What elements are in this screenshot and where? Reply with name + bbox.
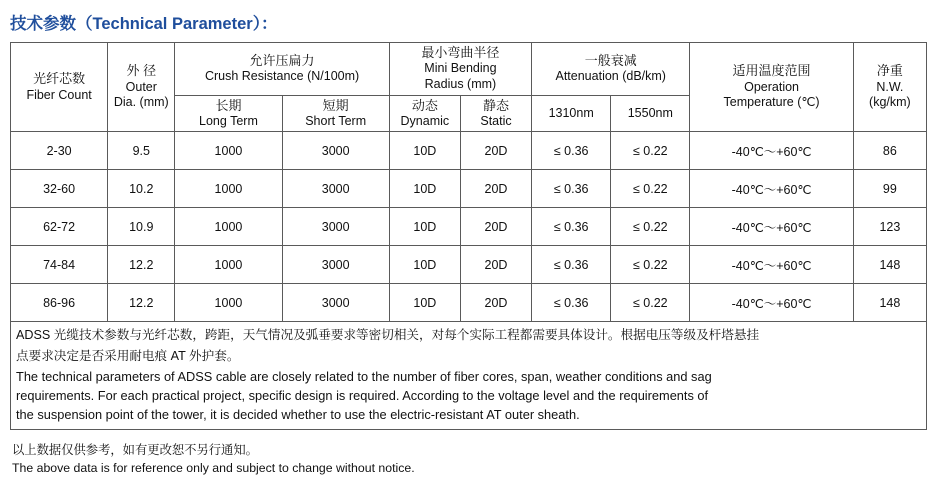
- table-body: [11, 132, 927, 322]
- cell-bend-static: 20D: [460, 208, 531, 246]
- cell-att-1310: ≤ 0.36: [532, 246, 611, 284]
- header-net-weight: [853, 43, 926, 132]
- cell-weight: 148: [853, 284, 926, 322]
- cell-bend-static: 20D: [460, 284, 531, 322]
- header-bending-dynamic: [389, 95, 460, 132]
- header-outer-dia: [108, 43, 175, 132]
- header-bending-radius-en-1: Mini Bending: [424, 61, 497, 76]
- cell-temperature: -40℃～+60℃: [690, 246, 853, 284]
- cell-temperature: -40℃～+60℃: [690, 284, 853, 322]
- note-en-line-1: The technical parameters of ADSS cable are closely related to the number of fiber cores, span, weather conditions and sag: [16, 368, 712, 384]
- header-bending-radius-cn: 最小弯曲半径: [421, 45, 500, 60]
- header-bending-dynamic-cn: 动态: [411, 97, 438, 113]
- technical-parameter-table: [10, 42, 927, 322]
- cell-outer-dia: 10.9: [108, 208, 175, 246]
- cell-fiber-count: 62-72: [11, 208, 108, 246]
- cell-bend-dynamic: 10D: [389, 246, 460, 284]
- table-row: [11, 132, 927, 170]
- header-attenuation: [532, 43, 690, 96]
- cell-weight: 148: [853, 246, 926, 284]
- cell-outer-dia: 10.2: [108, 170, 175, 208]
- header-crush-long-term: [175, 95, 282, 132]
- cell-att-1310: ≤ 0.36: [532, 284, 611, 322]
- header-operation-temperature: [690, 43, 853, 132]
- cell-att-1550: ≤ 0.22: [611, 208, 690, 246]
- header-crush-resistance-cn: 允许压扁力: [249, 52, 315, 68]
- cell-fiber-count: 86-96: [11, 284, 108, 322]
- cell-att-1550: ≤ 0.22: [611, 170, 690, 208]
- header-operation-temperature-en-1: Operation: [744, 79, 800, 94]
- header-fiber-count-cn: 光纤芯数: [33, 71, 86, 87]
- header-row-1: [11, 43, 927, 96]
- cell-fiber-count: 74-84: [11, 246, 108, 284]
- cell-weight: 99: [853, 170, 926, 208]
- cell-crush-long: 1000: [175, 208, 282, 246]
- cell-bend-static: 20D: [460, 170, 531, 208]
- header-operation-temperature-cn: 适用温度范围: [732, 63, 811, 79]
- cell-crush-short: 3000: [282, 284, 389, 322]
- cell-crush-short: 3000: [282, 132, 389, 170]
- cell-weight: 123: [853, 208, 926, 246]
- header-operation-temperature-en-2: Temperature (℃): [723, 95, 820, 110]
- cell-bend-dynamic: 10D: [389, 170, 460, 208]
- header-crush-long-term-cn: 长期: [215, 97, 242, 113]
- cell-temperature: -40℃～+60℃: [690, 170, 853, 208]
- cell-att-1310: ≤ 0.36: [532, 170, 611, 208]
- header-crush-resistance: [175, 43, 389, 96]
- cell-outer-dia: 12.2: [108, 246, 175, 284]
- cell-crush-short: 3000: [282, 170, 389, 208]
- cell-temperature: -40℃～+60℃: [690, 132, 853, 170]
- cell-crush-long: 1000: [175, 284, 282, 322]
- table-row: [11, 208, 927, 246]
- table-row: [11, 170, 927, 208]
- header-bending-static: [460, 95, 531, 132]
- header-crush-resistance-en: Crush Resistance (N/100m): [204, 69, 360, 84]
- header-crush-short-term: [282, 95, 389, 132]
- header-crush-short-term-cn: 短期: [322, 97, 349, 113]
- cell-att-1310: ≤ 0.36: [532, 132, 611, 170]
- header-net-weight-cn: 净重: [876, 63, 903, 79]
- header-bending-dynamic-en: Dynamic: [400, 113, 450, 128]
- cell-bend-static: 20D: [460, 246, 531, 284]
- header-attenuation-en: Attenuation (dB/km): [555, 69, 666, 84]
- cell-att-1550: ≤ 0.22: [611, 284, 690, 322]
- header-net-weight-en-1: N.W.: [876, 79, 904, 94]
- cell-att-1550: ≤ 0.22: [611, 132, 690, 170]
- table-row: [11, 246, 927, 284]
- header-outer-dia-en-1: Outer: [125, 79, 157, 94]
- cell-outer-dia: 9.5: [108, 132, 175, 170]
- cell-fiber-count: 2-30: [11, 132, 108, 170]
- cell-bend-static: 20D: [460, 132, 531, 170]
- header-bending-static-cn: 静态: [482, 97, 509, 113]
- note-en-line-2: requirements. For each practical project, specific design is required. According to the voltage level and the requirements of: [16, 388, 709, 404]
- header-bending-radius: [389, 43, 531, 96]
- note-cn-line-2: 点要求决定是否采用耐电痕 AT 外护套。: [16, 348, 240, 363]
- header-attenuation-cn: 一般衰减: [584, 52, 637, 68]
- header-bending-radius-en-2: Radius (mm): [424, 76, 497, 91]
- cell-bend-dynamic: 10D: [389, 284, 460, 322]
- header-fiber-count-en: Fiber Count: [26, 87, 92, 102]
- cell-crush-long: 1000: [175, 246, 282, 284]
- cell-outer-dia: 12.2: [108, 284, 175, 322]
- cell-fiber-count: 32-60: [11, 170, 108, 208]
- footer-disclaimer: [12, 440, 923, 475]
- table-row: [11, 284, 927, 322]
- header-outer-dia-cn: 外 径: [126, 63, 157, 79]
- cell-bend-dynamic: 10D: [389, 132, 460, 170]
- table-head: [11, 43, 927, 132]
- header-attenuation-1550: 1550nm: [611, 95, 690, 132]
- cell-bend-dynamic: 10D: [389, 208, 460, 246]
- header-outer-dia-en-2: Dia. (mm): [113, 95, 169, 110]
- header-net-weight-en-2: (kg/km): [869, 95, 911, 110]
- header-attenuation-1310: 1310nm: [532, 95, 611, 132]
- header-crush-short-term-en: Short Term: [305, 113, 367, 128]
- cell-crush-long: 1000: [175, 170, 282, 208]
- cell-att-1310: ≤ 0.36: [532, 208, 611, 246]
- footer-disclaimer-cn: 以上数据仅供参考，如有更改恕不另行通知。: [12, 443, 258, 458]
- cell-weight: 86: [853, 132, 926, 170]
- footer-disclaimer-en: The above data is for reference only and subject to change without notice.: [12, 461, 415, 476]
- cell-crush-long: 1000: [175, 132, 282, 170]
- header-bending-static-en: Static: [480, 113, 512, 128]
- header-fiber-count: [11, 43, 108, 132]
- page-title: 技术参数（Technical Parameter）：: [10, 15, 278, 33]
- notes-block: [10, 322, 927, 430]
- note-cn-line-1: ADSS 光缆技术参数与光纤芯数，跨距，天气情况及弧垂要求等密切相关，对每个实际工程都需要具体设计。根据电压等级及杆塔悬挂: [16, 328, 760, 343]
- cell-temperature: -40℃～+60℃: [690, 208, 853, 246]
- header-crush-long-term-en: Long Term: [199, 113, 258, 128]
- cell-att-1550: ≤ 0.22: [611, 246, 690, 284]
- cell-crush-short: 3000: [282, 208, 389, 246]
- note-en-line-3: the suspension point of the tower, it is decided whether to use the electric-resistant AT outer sheath.: [16, 407, 580, 423]
- cell-crush-short: 3000: [282, 246, 389, 284]
